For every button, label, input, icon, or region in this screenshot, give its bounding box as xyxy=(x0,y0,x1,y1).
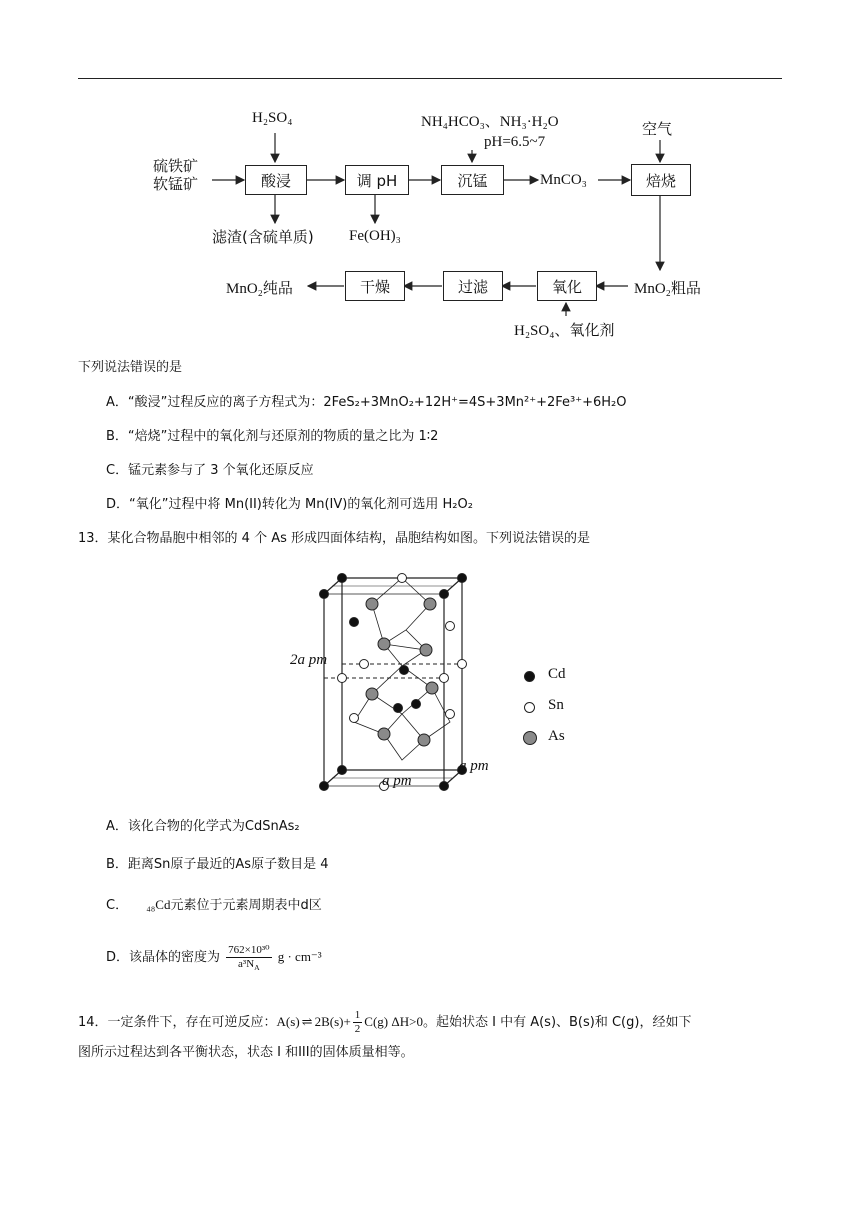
legend-marker-cd xyxy=(524,671,535,682)
q12-option-d: D．“氧化”过程中将 Mn(II)转化为 Mn(IV)的氧化剂可选用 H₂O₂ xyxy=(106,497,473,512)
box-precipitate-mn: 沉锰 xyxy=(441,165,504,195)
legend-marker-sn xyxy=(524,702,535,713)
q14-eq-arrow: ⇌ xyxy=(301,1014,313,1029)
label-feoh3: Fe(OH)₃ xyxy=(349,228,401,244)
q14-half-fraction xyxy=(353,1009,363,1036)
legend-item-cd xyxy=(524,666,674,686)
q13-nuclide: ₄₈Cd xyxy=(146,897,171,912)
dim-depth-label: a pm xyxy=(459,758,489,774)
density-numerator: 762×10³⁰ xyxy=(228,944,270,956)
density-denominator-sub: A xyxy=(254,963,260,973)
q13-option-c-text: 元素位于元素周期表中d区 xyxy=(170,898,322,913)
q14-eq-right: C(g) ΔH>0 xyxy=(364,1014,423,1029)
legend-item-as xyxy=(524,728,674,748)
box-acid-leach: 酸浸 xyxy=(245,165,307,195)
density-denominator: a³N xyxy=(238,958,255,970)
q12-stem: 下列说法错误的是 xyxy=(78,360,183,375)
legend-item-sn xyxy=(524,697,674,717)
q12-option-c: C．锰元素参与了 3 个氧化还原反应 xyxy=(106,463,314,478)
q14-line-2: 图所示过程达到各平衡状态，状态 I 和III的固体质量相等。 xyxy=(78,1045,414,1060)
flowchart-arrows xyxy=(0,0,860,360)
q13-option-d-prefix: D．该晶体的密度为 xyxy=(106,950,221,965)
q13-option-a: A．该化合物的化学式为CdSnAs₂ xyxy=(106,819,300,834)
legend-label-as: As xyxy=(548,728,565,744)
dim-height-label: 2a pm xyxy=(290,652,328,668)
label-pyrolusite: 软锰矿 xyxy=(153,175,199,193)
box-filter: 过滤 xyxy=(443,271,503,301)
q14-suffix: 。起始状态 I 中有 A(s)、B(s)和 C(g)，经如下 xyxy=(422,1015,692,1030)
legend-label-cd: Cd xyxy=(548,666,566,682)
q13-option-c-prefix: C． xyxy=(106,898,129,913)
label-pyrite: 硫铁矿 xyxy=(153,157,199,175)
box-oxidize: 氧化 xyxy=(537,271,597,301)
label-oxidizer-input: H₂SO₄、氧化剂 xyxy=(514,323,615,339)
q12-option-b: B．“焙烧”过程中的氧化剂与还原剂的物质的量之比为 1∶2 xyxy=(106,429,439,444)
q13-option-c xyxy=(106,896,322,915)
legend-marker-as xyxy=(523,731,537,745)
q14-frac-den: 2 xyxy=(354,1023,361,1035)
q13-option-d xyxy=(106,944,322,971)
box-adjust-ph: 调 pH xyxy=(345,165,409,195)
box-roast: 焙烧 xyxy=(631,164,691,196)
density-fraction xyxy=(226,944,271,971)
q14-frac-num: 1 xyxy=(354,1009,361,1021)
label-residue: 滤渣(含硫单质) xyxy=(212,228,314,246)
legend-label-sn: Sn xyxy=(548,697,564,713)
q14-eq-mid: 2B(s)+ xyxy=(314,1014,351,1029)
label-mno2-crude: MnO₂粗品 xyxy=(634,281,701,297)
q14-eq-left: A(s) xyxy=(276,1014,300,1029)
q13-stem: 13．某化合物晶胞中相邻的 4 个 As 形成四面体结构，晶胞结构如图。下列说法错误的是 xyxy=(78,531,591,546)
label-h2so4-top: H₂SO₄ xyxy=(252,110,293,126)
density-unit: g · cm⁻³ xyxy=(277,949,322,964)
q12-option-a: A．“酸浸”过程反应的离子方程式为：2FeS₂+3MnO₂+12H⁺=4S+3Mn²⁺+2Fe³⁺+6H₂O xyxy=(106,395,627,410)
label-mnco3: MnCO₃ xyxy=(540,172,587,188)
label-mno2-pure: MnO₂纯品 xyxy=(226,281,293,297)
label-air: 空气 xyxy=(642,120,673,138)
q14-prefix: 14．一定条件下，存在可逆反应： xyxy=(78,1015,277,1030)
label-nh-reagents: NH₄HCO₃、NH₃·H₂O xyxy=(421,114,559,130)
q13-option-b: B．距离Sn原子最近的As原子数目是 4 xyxy=(106,857,329,872)
q14-line-1 xyxy=(78,1009,691,1036)
dim-width-label: a pm xyxy=(382,773,412,789)
label-ph-range: pH=6.5~7 xyxy=(484,134,546,150)
box-dry: 干燥 xyxy=(345,271,405,301)
